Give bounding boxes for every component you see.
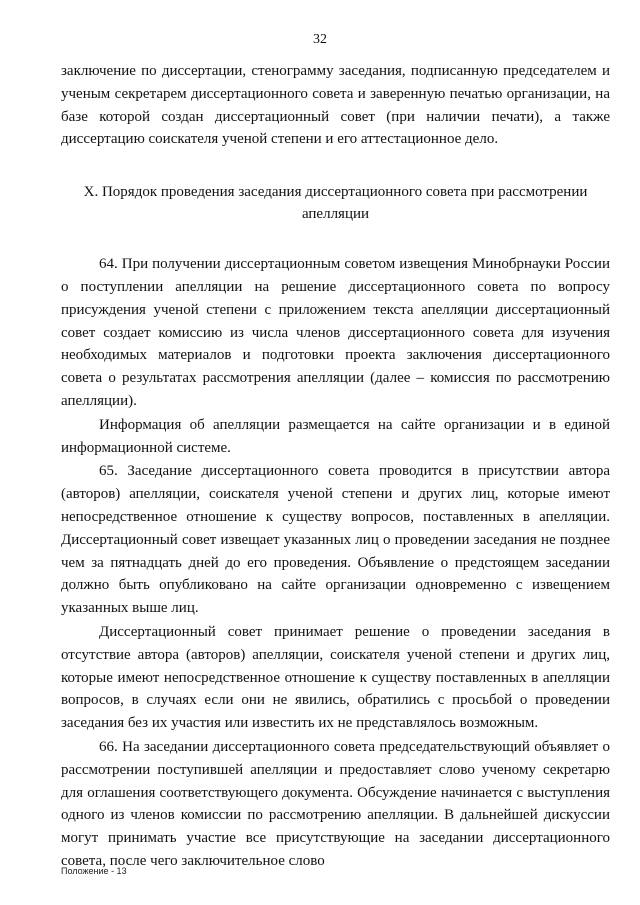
paragraph-65: 65. Заседание диссертационного совета проводится в присутствии автора (авторов) апелляции, соискателя ученой степени и других лиц, которые имеют непосредственное отношение к существу вопросов, поставленных в апелляции. Диссертационный совет извещает указанных лиц о проведении заседания не позднее чем за пятнадцать дней до его проведения. Объявление о предстоящем заседании должно быть опубликовано на сайте организации одновременно с извещением указанных выше лиц. <box>61 463 610 617</box>
document-body <box>61 60 610 873</box>
section-heading: X. Порядок проведения заседания диссертационного совета при рассмотрении апелляции <box>83 184 588 223</box>
page-number: 32 <box>313 32 327 47</box>
footer-label: Положение - 13 <box>61 866 127 876</box>
paragraph-66: 66. На заседании диссертационного совета председательствующий объявляет о рассмотрении поступившей апелляции и предоставляет слово ученому секретарю для оглашения соответствующего документа. Обсуждение начинается с выступления одного из членов комиссии по рассмотрению апелляции. В дальнейшей дискуссии могут принимать участие все присутствующие на заседании диссертационного совета, после чего заключительное слово <box>61 738 610 869</box>
paragraph-64: 64. При получении диссертационным советом извещения Минобрнауки России о поступлении апелляции на решение диссертационного совета по вопросу присуждения ученой степени с приложением текста апелляции диссертационный совет создает комиссию из числа членов диссертационного совета для изучения необходимых материалов и подготовки проекта заключения диссертационного совета о результатах рассмотрения апелляции (далее – комиссия по рассмотрению апелляции). <box>61 256 610 409</box>
paragraph-council-decision: Диссертационный совет принимает решение о проведении заседания в отсутствие автора (авторов) апелляции, соискателя ученой степени и других лиц, которые имеют непосредственное отношение к существу поставленных в апелляции вопросов, в случаях если они не явились, обратились с просьбой о проведении заседания без их участия или известить их не представлялось возможным. <box>61 623 610 732</box>
paragraph-appeal-info: Информация об апелляции размещается на сайте организации и в единой информационной системе. <box>61 416 610 456</box>
continuation-paragraph: заключение по диссертации, стенограмму заседания, подписанную председателем и ученым секретарем диссертационного совета и заверенную печатью организации, на базе которой создан диссертационный совет (при наличии печати), а также диссертацию соискателя ученой степени и его аттестационное дело. <box>61 63 610 148</box>
